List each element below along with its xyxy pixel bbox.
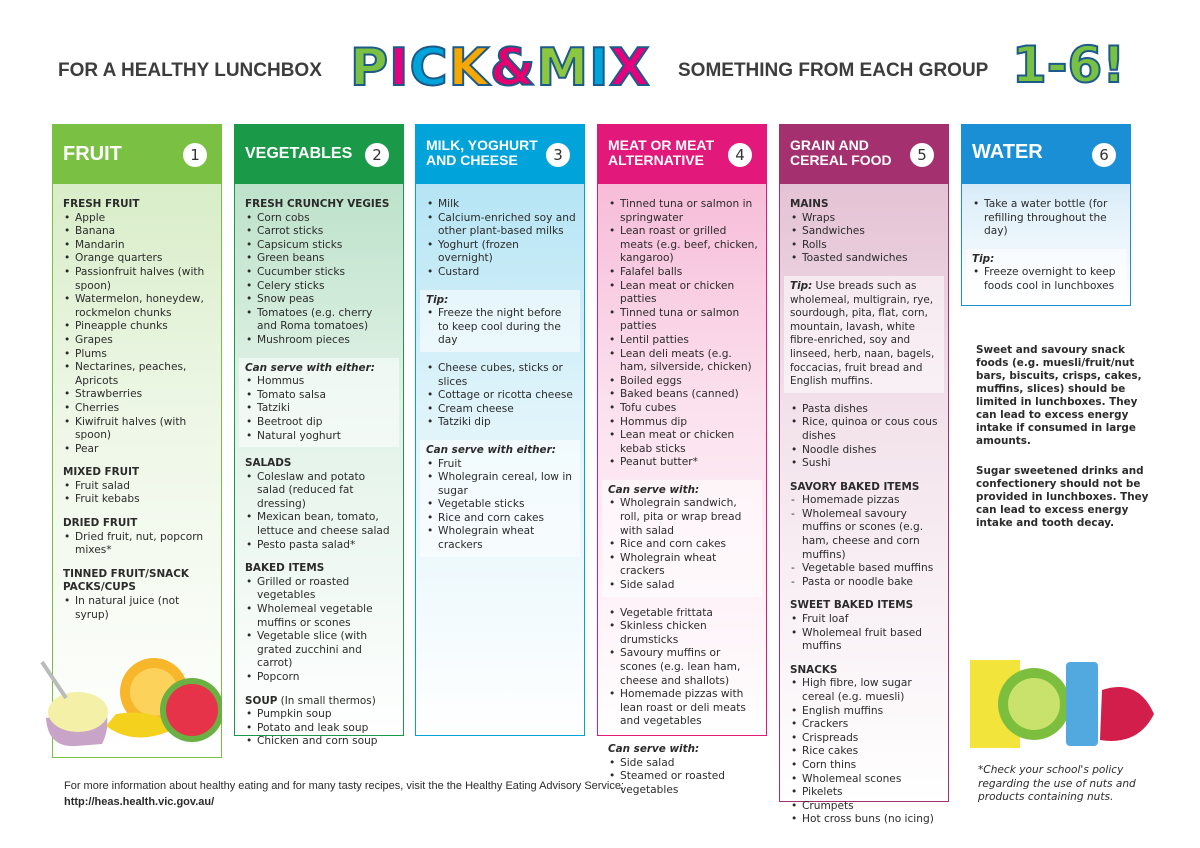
list-item: • Wholemeal vegetable muffins or scones <box>245 603 395 630</box>
column-body <box>416 184 584 575</box>
list-item: • Toasted sandwiches <box>790 252 940 266</box>
logo-letter: I <box>589 38 610 98</box>
logo-letter: K <box>448 38 490 98</box>
list-item: • Tinned tuna or salmon in springwater <box>608 198 758 225</box>
list-item: • Freeze the night before to keep cool during the day <box>426 307 574 348</box>
list-item: • Corn cobs <box>245 212 395 226</box>
section-heading-text: DRIED FRUIT <box>63 517 138 530</box>
tip-box <box>602 739 762 801</box>
list-item: • Rice, quinoa or cous cous dishes <box>790 416 940 443</box>
column-header <box>416 124 584 184</box>
list-item: • Beetroot dip <box>245 416 393 430</box>
list-item: • Rice and corn cakes <box>426 512 574 526</box>
section-heading <box>63 198 213 212</box>
list-item: • Steamed or roasted vegetables <box>608 770 756 797</box>
food-section <box>608 607 758 729</box>
section-heading <box>245 695 395 709</box>
column-body <box>235 184 403 767</box>
column-body <box>598 184 766 819</box>
section-heading-text: Tip: <box>426 293 449 306</box>
column-number-badge: 4 <box>728 143 752 167</box>
list-item: • Rolls <box>790 239 940 253</box>
list-item: • Wholemeal fruit based muffins <box>790 627 940 654</box>
footer-url[interactable]: http://heas.health.vic.gov.au/ <box>64 796 215 808</box>
footer <box>64 778 624 810</box>
snacks-illustration-icon <box>968 642 1164 754</box>
food-list <box>972 198 1122 239</box>
list-item: • Boiled eggs <box>608 375 758 389</box>
pick-and-mix-logo <box>350 38 651 98</box>
column-water <box>961 124 1131 306</box>
food-section <box>790 481 940 590</box>
header-range: 1-6! <box>1012 36 1126 94</box>
column-number-badge: 1 <box>183 143 207 167</box>
list-item: • Sushi <box>790 457 940 471</box>
list-item: • Tofu cubes <box>608 402 758 416</box>
food-list <box>790 613 940 654</box>
list-item: • Wraps <box>790 212 940 226</box>
list-item: • Passionfruit halves (with spoon) <box>63 266 213 293</box>
list-item: • Pumpkin soup <box>245 708 395 722</box>
list-item: • Custard <box>426 266 576 280</box>
column-title: MILK, YOGHURT AND CHEESE <box>426 137 538 168</box>
list-item: • Capsicum sticks <box>245 239 395 253</box>
section-heading-text: SWEET BAKED ITEMS <box>790 599 914 612</box>
list-item: • Pesto pasta salad* <box>245 539 395 553</box>
column-grain-and-cereal-food <box>779 124 949 826</box>
section-heading <box>63 568 213 595</box>
list-item: • Yoghurt (frozen overnight) <box>426 239 576 266</box>
section-heading-text: Can serve with either: <box>245 361 375 374</box>
food-list <box>790 212 940 266</box>
section-heading <box>426 444 574 458</box>
section-heading-text: Can serve with: <box>608 483 700 496</box>
food-section <box>426 362 576 430</box>
list-item: • Wholegrain sandwich, roll, pita or wrap bread with salad <box>608 497 756 538</box>
section-heading-text: Can serve with either: <box>426 443 556 456</box>
list-item: • Wholegrain cereal, low in sugar <box>426 471 574 498</box>
food-section <box>245 457 395 552</box>
column-number-badge: 2 <box>365 143 389 167</box>
food-list <box>426 198 576 280</box>
section-heading-text: FRESH FRUIT <box>63 198 140 210</box>
food-section <box>63 198 213 456</box>
section-heading <box>245 457 395 471</box>
tip-box <box>420 290 580 352</box>
list-item: • Hommus <box>245 375 393 389</box>
food-section <box>63 568 213 622</box>
list-item: - Vegetable based muffins <box>790 562 940 576</box>
list-item: • Tomato salsa <box>245 389 393 403</box>
section-heading-text: SAVORY BAKED ITEMS <box>790 480 920 493</box>
food-section <box>972 198 1122 239</box>
list-item: • Tatziki <box>245 402 393 416</box>
list-item: • Snow peas <box>245 293 395 307</box>
tip-box <box>602 480 762 597</box>
column-number-badge: 6 <box>1092 143 1116 167</box>
list-item: • In natural juice (not syrup) <box>63 595 213 622</box>
food-list <box>245 375 393 443</box>
column-header <box>780 124 948 184</box>
section-heading-text: SOUP <box>245 694 278 707</box>
list-item: • English muffins <box>790 705 940 719</box>
column-body <box>780 184 948 845</box>
list-item: • Side salad <box>608 579 756 593</box>
list-item: • Plums <box>63 348 213 362</box>
list-item: • Nectarines, peaches, Apricots <box>63 361 213 388</box>
food-section <box>790 599 940 653</box>
logo-letter: C <box>409 38 449 98</box>
food-list <box>245 212 395 348</box>
list-item: • Hot cross buns (no icing) <box>790 813 940 827</box>
list-item: • Kiwifruit halves (with spoon) <box>63 416 213 443</box>
list-item: • Rice cakes <box>790 745 940 759</box>
fruit-illustration-icon <box>36 648 222 750</box>
list-item: • Hommus dip <box>608 416 758 430</box>
list-item: - Homemade pizzas <box>790 494 940 508</box>
section-heading-text: SNACKS <box>790 663 838 676</box>
tip-box <box>239 358 399 448</box>
drinks-note: Sugar sweetened drinks and confectionery should not be provided in lunchboxes. They can lead to excess energy intake and tooth decay. <box>976 465 1149 529</box>
section-heading-text: TINNED FRUIT/SNACK PACKS/CUPS <box>63 567 189 594</box>
list-item: • Orange quarters <box>63 252 213 266</box>
list-item: • Chicken and corn soup <box>245 735 395 749</box>
section-heading <box>63 466 213 480</box>
list-item: • Celery sticks <box>245 280 395 294</box>
food-section <box>63 517 213 558</box>
list-item: • Popcorn <box>245 671 395 685</box>
food-list <box>972 266 1120 293</box>
food-list <box>790 494 940 589</box>
food-list <box>245 471 395 553</box>
snack-note: Sweet and savoury snack foods (e.g. muesli/fruit/nut bars, biscuits, crisps, cakes, muffins, slices) should be limited in lunchboxes. They can lead to excess energy intake if consumed in large amounts. <box>976 344 1142 447</box>
list-item: • Mandarin <box>63 239 213 253</box>
list-item: • Cottage or ricotta cheese <box>426 389 576 403</box>
section-heading-text: Tip: <box>790 279 813 292</box>
column-title: MEAT OR MEAT ALTERNATIVE <box>608 137 715 168</box>
food-section <box>608 198 758 470</box>
header-right-text: SOMETHING FROM EACH GROUP <box>678 60 989 81</box>
list-item: • Watermelon, honeydew, rockmelon chunks <box>63 293 213 320</box>
list-item: • Grapes <box>63 334 213 348</box>
tip-box <box>784 276 944 393</box>
list-item: • Pineapple chunks <box>63 320 213 334</box>
list-item: • Lean meat or chicken patties <box>608 280 758 307</box>
section-heading <box>426 294 574 308</box>
food-list <box>426 307 574 348</box>
list-item: • Banana <box>63 225 213 239</box>
list-item: • Cheese cubes, sticks or slices <box>426 362 576 389</box>
list-item: • Crispreads <box>790 732 940 746</box>
list-item: - Pasta or noodle bake <box>790 576 940 590</box>
list-item: • Pikelets <box>790 786 940 800</box>
section-heading-note: (In small thermos) <box>277 694 376 707</box>
food-section <box>790 664 940 827</box>
food-section <box>790 198 940 266</box>
list-item: • Coleslaw and potato salad (reduced fat dressing) <box>245 471 395 512</box>
list-item: • Mushroom pieces <box>245 334 395 348</box>
list-item: • Dried fruit, nut, popcorn mixes* <box>63 531 213 558</box>
list-item: • Pasta dishes <box>790 403 940 417</box>
section-heading <box>790 280 938 389</box>
list-item: • Apple <box>63 212 213 226</box>
list-item: • Tomatoes (e.g. cherry and Roma tomatoes) <box>245 307 395 334</box>
food-section <box>790 403 940 471</box>
list-item: • Skinless chicken drumsticks <box>608 620 758 647</box>
list-item: • Strawberries <box>63 388 213 402</box>
section-heading <box>790 198 940 212</box>
column-header <box>962 124 1130 184</box>
column-header <box>53 124 221 184</box>
logo-letter: & <box>489 38 537 98</box>
food-list <box>63 595 213 622</box>
section-heading <box>63 517 213 531</box>
tip-box <box>966 249 1126 298</box>
list-item: • Carrot sticks <box>245 225 395 239</box>
section-heading <box>790 599 940 613</box>
list-item: • Corn thins <box>790 759 940 773</box>
section-heading-text: MAINS <box>790 198 829 210</box>
list-item: • Wholegrain wheat crackers <box>608 552 756 579</box>
column-body <box>962 184 1130 316</box>
column-body <box>53 184 221 640</box>
list-item: - Wholemeal savoury muffins or scones (e.g. ham, cheese and corn muffins) <box>790 508 940 562</box>
food-section <box>426 198 576 280</box>
column-vegetables <box>234 124 404 748</box>
section-heading <box>972 253 1120 267</box>
food-list <box>426 362 576 430</box>
section-heading-text: MIXED FRUIT <box>63 466 140 479</box>
list-item: • Wholemeal scones <box>790 773 940 787</box>
section-heading-note: Use breads such as wholemeal, multigrain, rye, sourdough, pita, flat, corn, mountain, lavash, white fibre-enriched, soy and linseed, herb, naan, bagels, foccacias, fruit bread and English muffins. <box>790 279 935 388</box>
food-list <box>63 531 213 558</box>
section-heading-text: SALADS <box>245 457 292 470</box>
logo-letter: P <box>350 38 390 98</box>
section-heading <box>608 743 756 757</box>
section-heading <box>608 484 756 498</box>
list-item: • Cherries <box>63 402 213 416</box>
food-section <box>245 562 395 684</box>
header-left-text: FOR A HEALTHY LUNCHBOX <box>58 60 322 81</box>
column-title: FRUIT <box>63 143 122 165</box>
section-heading-text: BAKED ITEMS <box>245 562 325 575</box>
food-list <box>608 497 756 592</box>
list-item: • Vegetable frittata <box>608 607 758 621</box>
list-item: • Lean roast or grilled meats (e.g. beef, chicken, kangaroo) <box>608 225 758 266</box>
section-heading <box>790 481 940 495</box>
list-item: • Crackers <box>790 718 940 732</box>
section-heading <box>790 664 940 678</box>
list-item: • Crumpets <box>790 800 940 814</box>
list-item: • Mexican bean, tomato, lettuce and cheese salad <box>245 511 395 538</box>
column-number-badge: 3 <box>546 143 570 167</box>
food-section <box>63 466 213 507</box>
column-meat-or-meat-alternative <box>597 124 767 796</box>
section-heading-text: Tip: <box>972 252 995 265</box>
section-heading-text: FRESH CRUNCHY VEGIES <box>245 198 390 210</box>
column-header <box>235 124 403 184</box>
logo-letter: M <box>536 38 590 98</box>
list-item: • Lean meat or chicken kebab sticks <box>608 429 758 456</box>
section-heading-text: Can serve with: <box>608 742 700 755</box>
section-heading <box>245 362 393 376</box>
list-item: • Sandwiches <box>790 225 940 239</box>
column-title: GRAIN AND CEREAL FOOD <box>790 137 892 168</box>
list-item: • Fruit <box>426 458 574 472</box>
food-list <box>790 677 940 827</box>
list-item: • Savoury muffins or scones (e.g. lean ham, cheese and shallots) <box>608 647 758 688</box>
list-item: • Cream cheese <box>426 403 576 417</box>
list-item: • Fruit kebabs <box>63 493 213 507</box>
list-item: • Potato and leak soup <box>245 722 395 736</box>
food-section <box>245 198 395 348</box>
list-item: • Vegetable sticks <box>426 498 574 512</box>
food-list <box>245 708 395 749</box>
list-item: • Noodle dishes <box>790 444 940 458</box>
list-item: • Milk <box>426 198 576 212</box>
list-item: • Cucumber sticks <box>245 266 395 280</box>
logo-letter: I <box>389 38 410 98</box>
list-item: • Fruit loaf <box>790 613 940 627</box>
list-item: • High fibre, low sugar cereal (e.g. muesli) <box>790 677 940 704</box>
food-list <box>608 757 756 798</box>
list-item: • Lean deli meats (e.g. ham, silverside, chicken) <box>608 348 758 375</box>
list-item: • Vegetable slice (with grated zucchini and carrot) <box>245 630 395 671</box>
list-item: • Natural yoghurt <box>245 430 393 444</box>
section-heading <box>245 198 395 212</box>
list-item: • Freeze overnight to keep foods cool in lunchboxes <box>972 266 1120 293</box>
list-item: • Falafel balls <box>608 266 758 280</box>
nut-policy-note: *Check your school's policy regarding the use of nuts and products containing nuts. <box>978 764 1136 803</box>
food-list <box>608 607 758 729</box>
list-item: • Rice and corn cakes <box>608 538 756 552</box>
food-list <box>790 403 940 471</box>
list-item: • Fruit salad <box>63 480 213 494</box>
column-number-badge: 5 <box>910 143 934 167</box>
food-list <box>245 576 395 685</box>
food-list <box>608 198 758 470</box>
tip-box <box>420 440 580 557</box>
column-header <box>598 124 766 184</box>
list-item: • Pear <box>63 443 213 457</box>
column-title: VEGETABLES <box>245 145 353 162</box>
food-list <box>426 458 574 553</box>
list-item: • Tatziki dip <box>426 416 576 430</box>
food-list <box>63 480 213 507</box>
list-item: • Take a water bottle (for refilling throughout the day) <box>972 198 1122 239</box>
list-item: • Green beans <box>245 252 395 266</box>
column-title: WATER <box>972 141 1043 163</box>
footer-text: For more information about healthy eating and for many tasty recipes, visit the the Healthy Eating Advisory Service: <box>64 780 625 792</box>
food-section <box>245 695 395 749</box>
list-item: • Side salad <box>608 757 756 771</box>
list-item: • Tinned tuna or salmon patties <box>608 307 758 334</box>
list-item: • Baked beans (canned) <box>608 388 758 402</box>
list-item: • Peanut butter* <box>608 456 758 470</box>
logo-letter: X <box>609 38 651 98</box>
column-milk-yoghurt-and-cheese <box>415 124 585 736</box>
list-item: • Homemade pizzas with lean roast or deli meats and vegetables <box>608 688 758 729</box>
list-item: • Lentil patties <box>608 334 758 348</box>
list-item: • Calcium-enriched soy and other plant-based milks <box>426 212 576 239</box>
list-item: • Grilled or roasted vegetables <box>245 576 395 603</box>
section-heading <box>245 562 395 576</box>
food-list <box>63 212 213 457</box>
list-item: • Wholegrain wheat crackers <box>426 525 574 552</box>
